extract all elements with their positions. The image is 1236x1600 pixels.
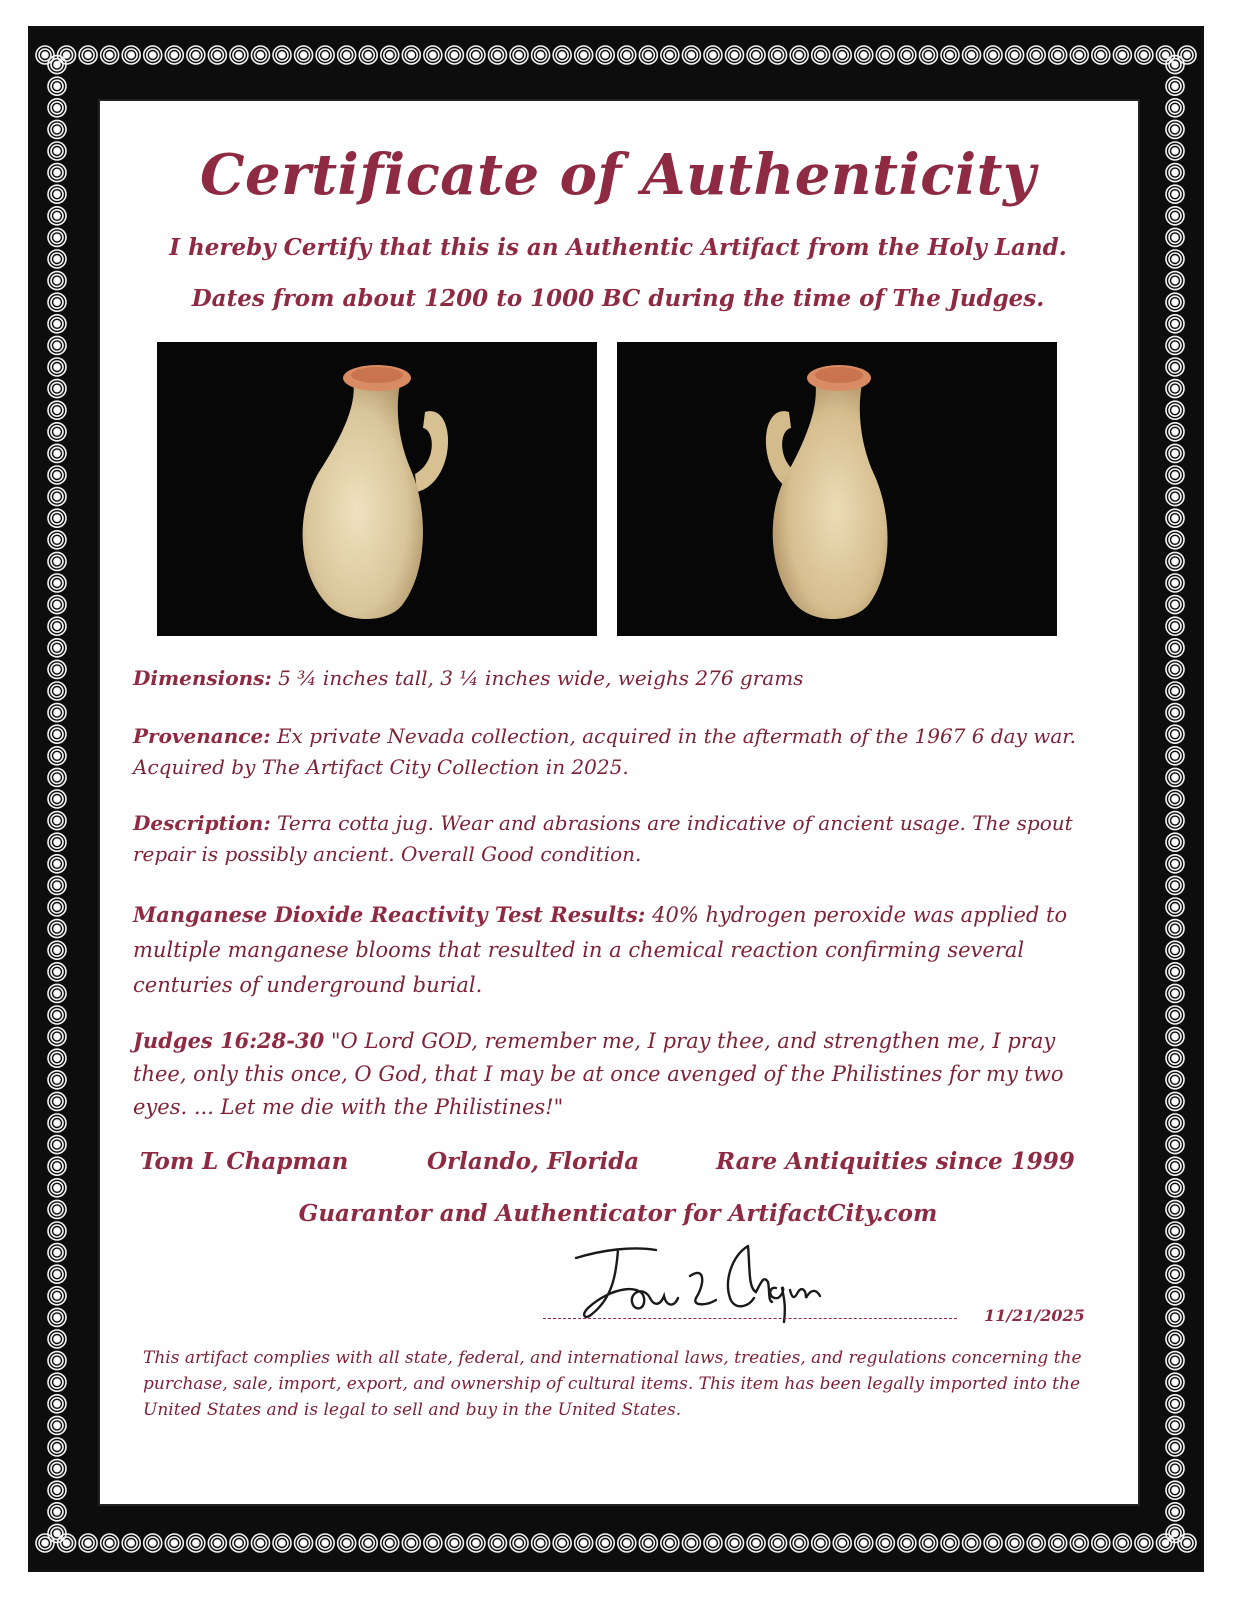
manganese-text: 40% hydrogen peroxide was applied to multiple manganese blooms that resulted in a chemical reaction confirming several centuries of underground burial.	[133, 903, 1068, 997]
scripture-label: Judges 16:28-30	[133, 1028, 325, 1053]
signatory-location: Orlando, Florida	[427, 1148, 640, 1175]
dimensions-label: Dimensions:	[133, 666, 272, 690]
provenance-label: Provenance:	[133, 724, 271, 748]
signatory-name: Tom L Chapman	[140, 1148, 349, 1175]
manganese-label: Manganese Dioxide Reactivity Test Results:	[133, 902, 646, 927]
certify-statement: I hereby Certify that this is an Authentic Artifact from the Holy Land.	[169, 234, 1067, 261]
description-text: Terra cotta jug. Wear and abrasions are indicative of ancient usage. The spout repair is possibly ancient. Overall Good condition.	[133, 811, 1073, 866]
scripture-entry	[133, 1024, 1083, 1124]
dimensions-entry	[133, 663, 1083, 694]
signatory-business: Rare Antiquities since 1999	[716, 1148, 1075, 1175]
artifact-photo-front	[157, 342, 597, 636]
description-label: Description:	[133, 811, 271, 835]
artifact-photo-side	[617, 342, 1057, 636]
date-statement: Dates from about 1200 to 1000 BC during the time of The Judges.	[191, 285, 1045, 312]
dimensions-text: 5 ¾ inches tall, 3 ¼ inches wide, weighs 276 grams	[271, 666, 804, 690]
provenance-entry	[133, 721, 1083, 783]
handwritten-signature	[572, 1236, 872, 1326]
description-entry	[133, 808, 1083, 870]
legal-notice: This artifact complies with all state, federal, and international laws, treaties, and regulations concerning the purchase, sale, import, export, and ownership of cultural items. This item has been legally imported into the United States and is legal to sell and buy in the United States.	[143, 1348, 1082, 1420]
signature-line	[543, 1318, 957, 1319]
signature-date: 11/21/2025	[984, 1306, 1085, 1325]
guarantor-statement: Guarantor and Authenticator for ArtifactCity.com	[298, 1200, 938, 1227]
scripture-text: "O Lord GOD, remember me, I pray thee, and strengthen me, I pray thee, only this once, O God, that I may be at once avenged of the Philistines for my two eyes. ... Let me die with the Philistines!"	[133, 1029, 1064, 1119]
provenance-text: Ex private Nevada collection, acquired in the aftermath of the 1967 6 day war. Acquired by The Artifact City Collection in 2025.	[133, 724, 1077, 779]
certificate-title: Certificate of Authenticity	[199, 142, 1037, 208]
manganese-test-entry	[133, 897, 1083, 1003]
